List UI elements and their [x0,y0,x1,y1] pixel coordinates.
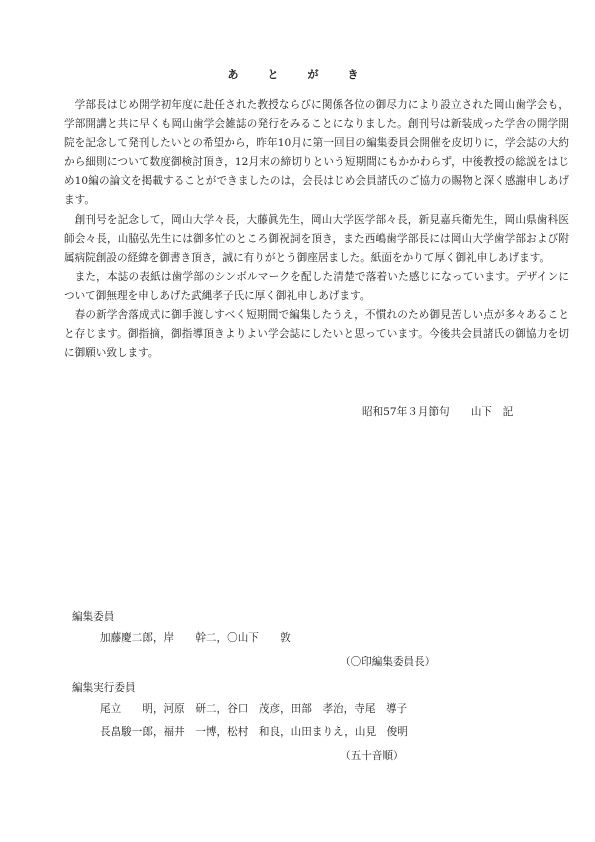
executive-committee-line-1: 尾立 明，河原 研二，谷口 茂彦，田部 孝治，寺尾 導子 [100,703,408,715]
editorial-committee-note: （〇印編集委員長） [340,656,436,668]
paragraph-3: また，本誌の表紙は歯学部のシンボルマークを配した清楚で落着いた感じになっています。デザインについて御無理を申しあげた武縄孝子氏に厚く御礼申しあげます。 [64,270,569,302]
paragraph-4: 春の新学舎落成式に御手渡しすべく短期間で編集したうえ，不慣れのため御見苦しい点が多々あることと存じます。御指摘，御指導頂きよりよい学会誌にしたいと思っています。今後共会員諸氏の御協力を切に御願い致します。 [64,309,569,360]
afterword-body [64,96,569,363]
paragraph-2: 創刊号を記念して，岡山大学々長，大藤眞先生，岡山大学医学部々長，新見嘉兵衛先生，岡山県歯科医師会々長，山脇弘先生には御多忙のところ御祝詞を頂き，また西嶋歯学部長には岡山大学歯学部および附属病院創設の経緯を御書き頂き，誠に有りがとう御座居ました。紙面をかりて厚く御礼申しあげます。 [64,213,569,264]
paragraph-1: 学部長はじめ開学初年度に赴任された教授ならびに関係各位の御尽力により設立された岡山歯学会も，学部開講と共に早くも岡山歯学会雑誌の発行をみることになりました。創刊号は新装成った学舎の開学開院を記念して発刊したいとの希望から，昨年10月に第一回目の編集委員会開催を皮切りに，学会誌の大約から細則について数度御検討頂き，12月末の締切りという短期間にもかかわらず，中後教授の総説をはじめ10編の論文を掲載することができましたのは，会長はじめ会員諸氏のご協力の賜物と深く感謝申しあげます。 [64,99,569,207]
executive-committee-note: （五十音順） [340,750,404,762]
signature-line: 昭和57年３月節句 山下 記 [362,406,514,418]
committee-list [72,608,542,769]
editorial-committee-heading: 編集委員 [72,611,115,623]
page-title: あ と が き [227,68,368,81]
executive-committee-heading: 編集実行委員 [72,682,136,694]
executive-committee-line-2: 長畠駿一郎，福井 一博，松村 和良，山田まりえ，山見 俊明 [100,726,408,738]
editorial-committee-members: 加藤慶二郎，岸 幹二，〇山下 敦 [100,632,291,644]
